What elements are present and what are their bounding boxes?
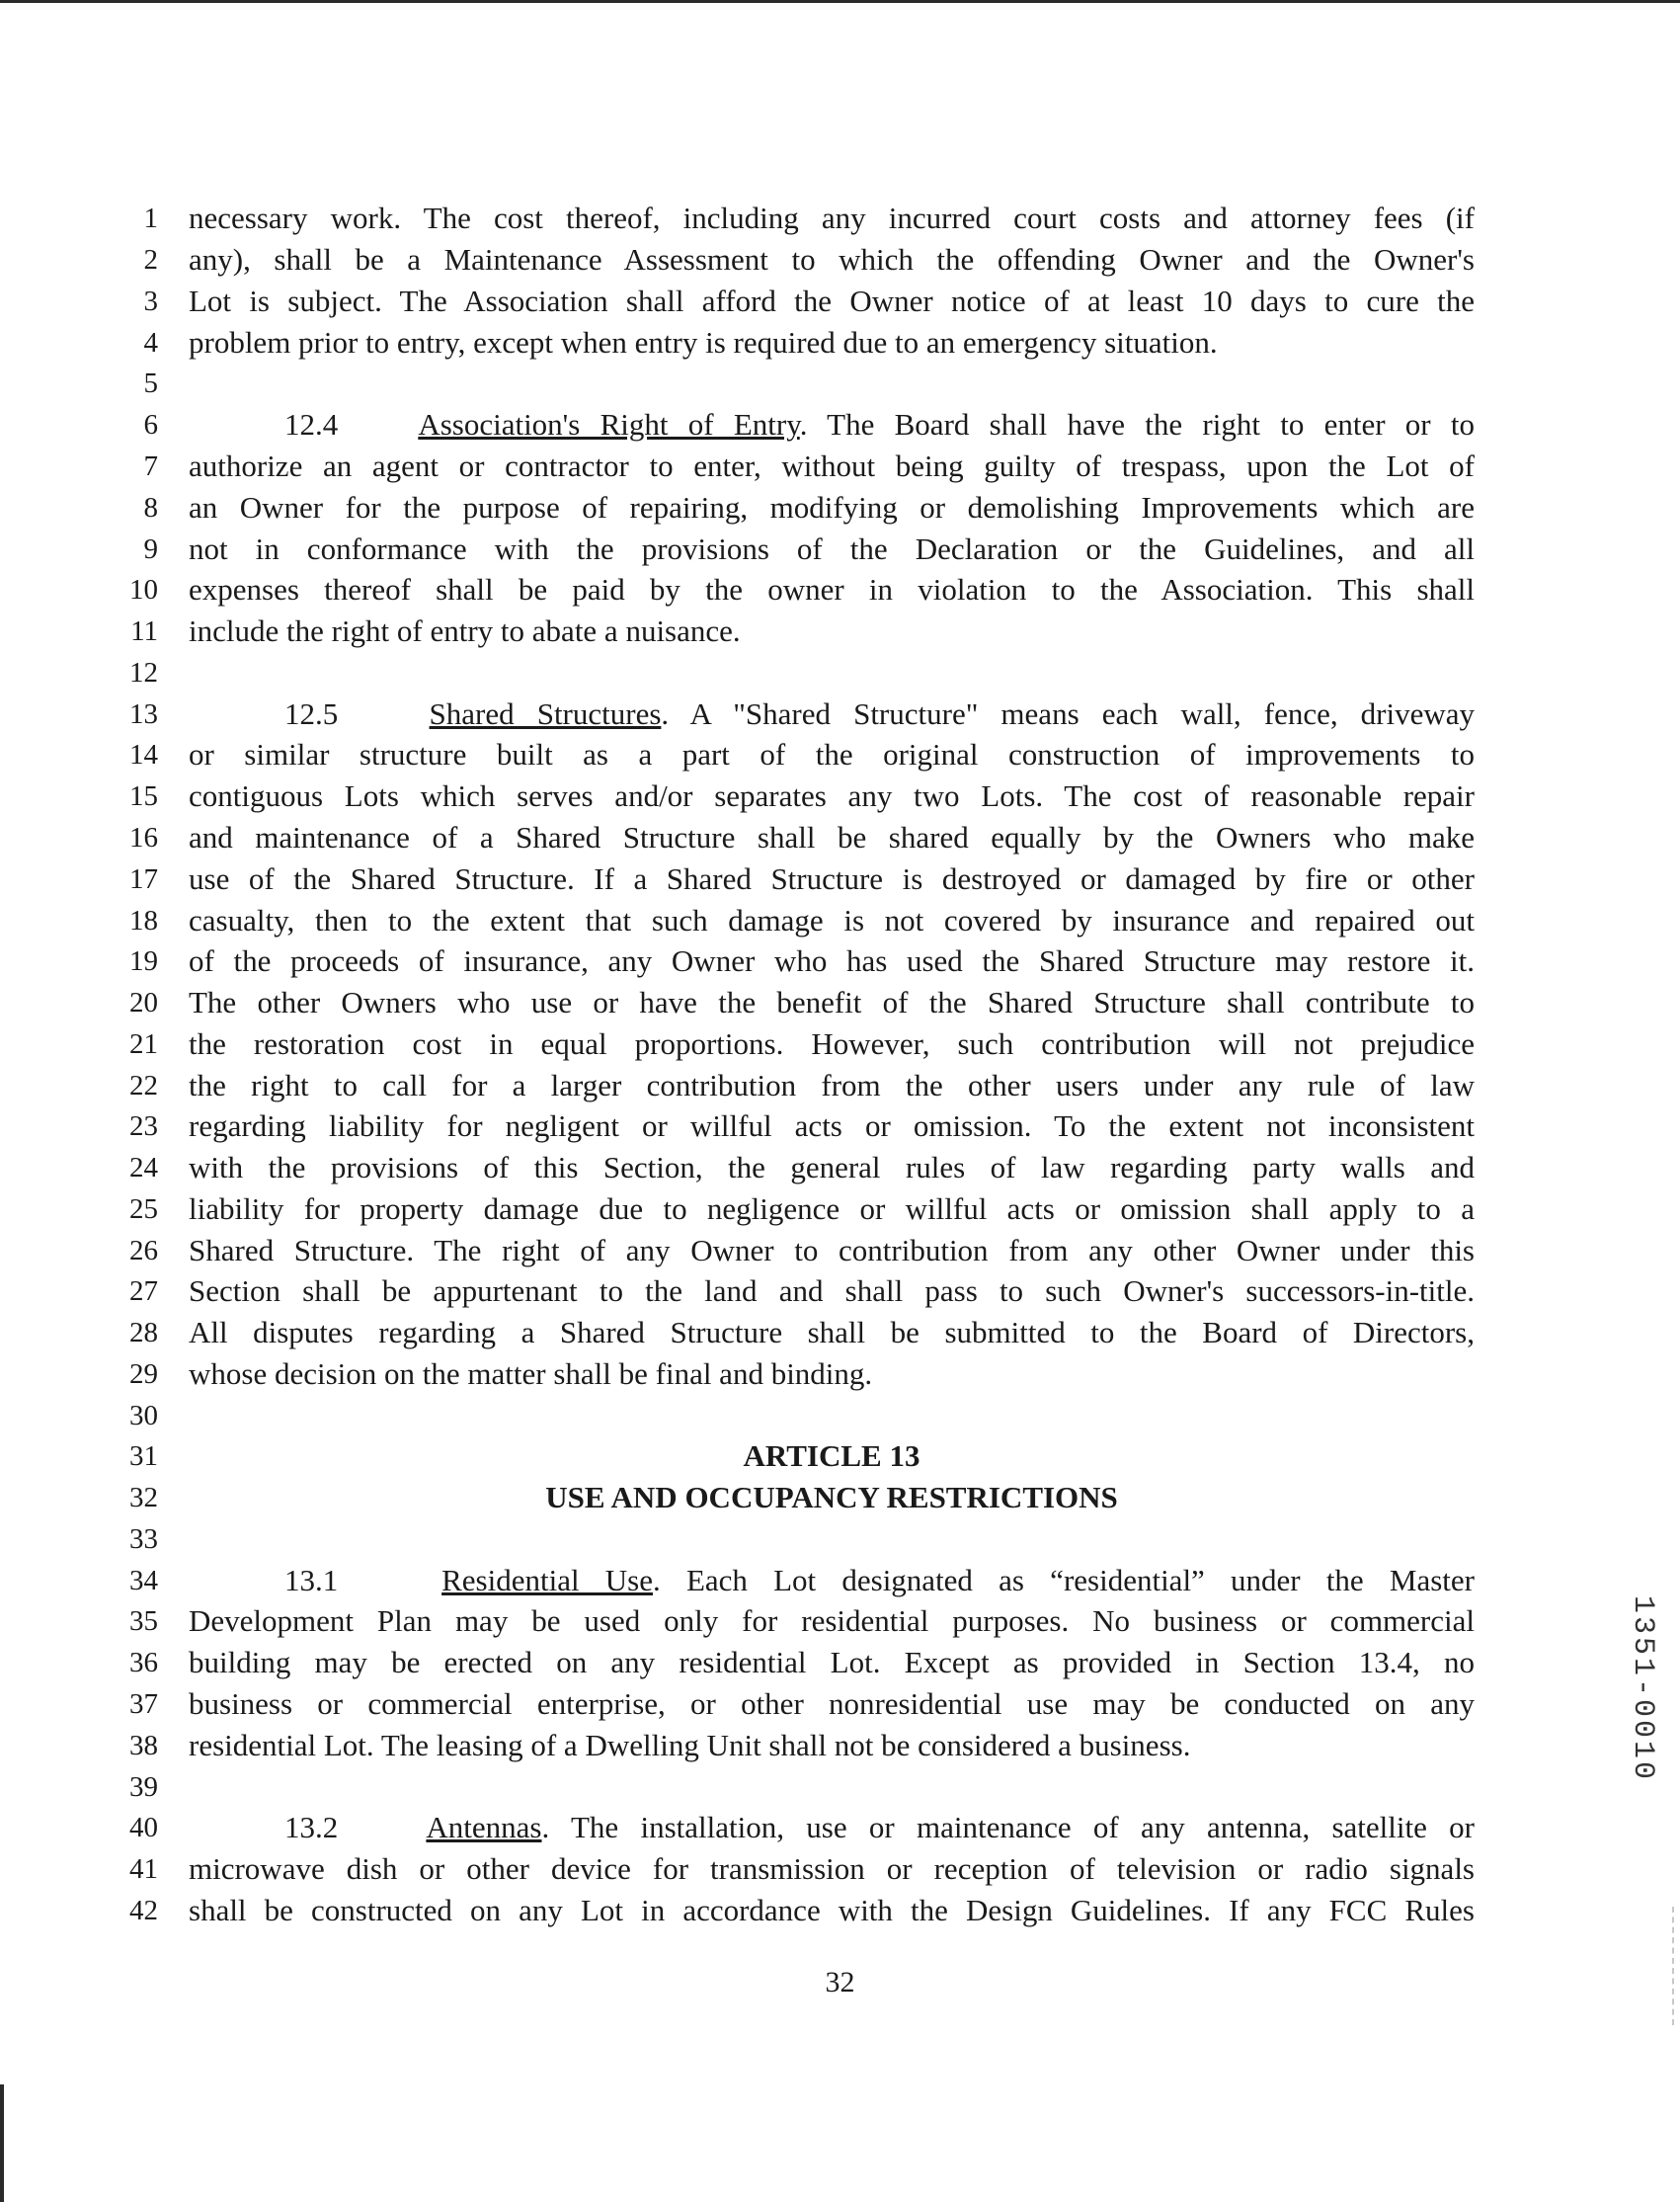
line-text: authorize an agent or contractor to enter, without being guilty of trespass, upon the Lot of bbox=[189, 449, 1475, 483]
line-text bbox=[284, 1560, 1475, 1601]
line-number: 18 bbox=[129, 905, 158, 937]
line-number: 23 bbox=[129, 1110, 158, 1142]
text-line bbox=[0, 1147, 1680, 1188]
line-text: the restoration cost in equal proportions. However, such contribution will not prejudice bbox=[189, 1026, 1475, 1061]
article-title: USE AND OCCUPANCY RESTRICTIONS bbox=[545, 1480, 1118, 1514]
line-text: any), shall be a Maintenance Assessment to which the offending Owner and the Owner's bbox=[189, 242, 1475, 277]
line-number: 16 bbox=[129, 822, 158, 854]
line-text: casualty, then to the extent that such damage is not covered by insurance and repaired out bbox=[189, 903, 1475, 938]
line-text: or similar structure built as a part of the original construction of improvements to bbox=[189, 737, 1475, 772]
line-text: Lot is subject. The Association shall afford the Owner notice of at least 10 days to cure the bbox=[189, 284, 1475, 318]
line-text: include the right of entry to abate a nuisance. bbox=[189, 613, 741, 648]
line-text bbox=[284, 1807, 1475, 1848]
text-line bbox=[0, 1600, 1680, 1642]
line-text: expenses thereof shall be paid by the owner in violation to the Association. This shall bbox=[189, 572, 1475, 607]
line-number: 34 bbox=[129, 1565, 158, 1596]
line-text: All disputes regarding a Shared Structure shall be submitted to the Board of Directors, bbox=[189, 1315, 1475, 1349]
line-number: 29 bbox=[129, 1358, 158, 1390]
line-text: business or commercial enterprise, or other nonresidential use may be conducted on any bbox=[189, 1686, 1475, 1721]
line-text: use of the Shared Structure. If a Shared Structure is destroyed or damaged by fire or other bbox=[189, 861, 1475, 896]
line-number: 31 bbox=[129, 1440, 158, 1472]
line-text: and maintenance of a Shared Structure shall be shared equally by the Owners who make bbox=[189, 820, 1475, 855]
section-lead-text: . The installation, use or maintenance of any antenna, satellite or bbox=[541, 1810, 1475, 1844]
line-text: The other Owners who use or have the benefit of the Shared Structure shall contribute to bbox=[189, 985, 1475, 1019]
section-heading: Shared Structures bbox=[429, 696, 662, 731]
text-line bbox=[0, 982, 1680, 1023]
top-rule bbox=[0, 0, 1680, 3]
line-number: 15 bbox=[129, 780, 158, 812]
line-number: 26 bbox=[129, 1235, 158, 1266]
text-line bbox=[0, 1105, 1680, 1147]
line-number: 14 bbox=[129, 739, 158, 771]
text-line bbox=[0, 446, 1680, 487]
line-number: 2 bbox=[143, 244, 158, 276]
line-number: 12 bbox=[129, 657, 158, 689]
text-line bbox=[0, 1353, 1680, 1395]
line-text: shall be constructed on any Lot in accordance with the Design Guidelines. If any FCC Rules bbox=[189, 1893, 1475, 1927]
line-text: the right to call for a larger contribution from the other users under any rule of law bbox=[189, 1068, 1475, 1102]
section-heading: Residential Use bbox=[441, 1563, 653, 1597]
line-number: 42 bbox=[129, 1895, 158, 1926]
section-number: 13.2 bbox=[284, 1810, 339, 1844]
text-line bbox=[0, 858, 1680, 900]
section-number: 12.5 bbox=[284, 696, 339, 731]
text-line bbox=[0, 239, 1680, 281]
line-text: Development Plan may be used only for residential purposes. No business or commercial bbox=[189, 1603, 1475, 1638]
text-line bbox=[0, 1848, 1680, 1890]
line-number: 24 bbox=[129, 1152, 158, 1183]
line-number: 4 bbox=[143, 327, 158, 359]
line-number: 41 bbox=[129, 1853, 158, 1885]
text-line bbox=[0, 1642, 1680, 1683]
line-number: 37 bbox=[129, 1688, 158, 1720]
line-text: regarding liability for negligent or willful acts or omission. To the extent not inconsistent bbox=[189, 1108, 1475, 1143]
line-text: residential Lot. The leasing of a Dwelling Unit shall not be considered a business. bbox=[189, 1728, 1191, 1762]
text-line bbox=[0, 529, 1680, 570]
text-line bbox=[0, 940, 1680, 982]
line-number: 35 bbox=[129, 1605, 158, 1637]
line-number: 3 bbox=[143, 285, 158, 317]
line-number: 5 bbox=[143, 367, 158, 399]
line-text bbox=[284, 404, 1475, 446]
section-heading: Antennas bbox=[426, 1810, 542, 1844]
text-line bbox=[0, 611, 1680, 652]
section-13-2-heading-line bbox=[0, 1807, 1680, 1848]
line-number: 28 bbox=[129, 1317, 158, 1348]
text-line bbox=[0, 1890, 1680, 1931]
line-text bbox=[284, 693, 1475, 735]
line-text: necessary work. The cost thereof, including any incurred court costs and attorney fees (if bbox=[189, 201, 1475, 235]
section-13-1-heading-line bbox=[0, 1560, 1680, 1601]
section-heading: Association's Right of Entry bbox=[418, 407, 800, 442]
text-line bbox=[0, 817, 1680, 858]
line-number: 32 bbox=[129, 1482, 158, 1513]
text-line bbox=[0, 281, 1680, 322]
text-line bbox=[0, 1023, 1680, 1065]
text-line bbox=[0, 1766, 1680, 1808]
line-number: 20 bbox=[129, 987, 158, 1019]
text-line bbox=[0, 1725, 1680, 1766]
text-line bbox=[0, 1270, 1680, 1312]
scan-margin-mark bbox=[0, 2084, 4, 2202]
text-line bbox=[0, 1395, 1680, 1436]
text-line bbox=[0, 1188, 1680, 1230]
line-number: 8 bbox=[143, 492, 158, 524]
line-text: Shared Structure. The right of any Owner to contribution from any other Owner under this bbox=[189, 1233, 1475, 1267]
line-number: 11 bbox=[130, 615, 158, 647]
line-text: with the provisions of this Section, the general rules of law regarding party walls and bbox=[189, 1150, 1475, 1184]
text-line bbox=[0, 1683, 1680, 1725]
line-text: liability for property damage due to negligence or willful acts or omission shall apply to a bbox=[189, 1191, 1475, 1226]
line-number: 9 bbox=[143, 533, 158, 565]
line-text: microwave dish or other device for transmission or reception of television or radio signals bbox=[189, 1851, 1475, 1886]
text-line bbox=[0, 487, 1680, 529]
line-number: 39 bbox=[129, 1771, 158, 1803]
text-line bbox=[0, 1230, 1680, 1271]
line-text: problem prior to entry, except when entry is required due to an emergency situation. bbox=[189, 325, 1218, 360]
section-lead-text: . A "Shared Structure" means each wall, fence, driveway bbox=[661, 696, 1476, 731]
line-text: contiguous Lots which serves and/or separates any two Lots. The cost of reasonable repair bbox=[189, 778, 1475, 813]
text-line bbox=[0, 1518, 1680, 1560]
text-line bbox=[0, 363, 1680, 404]
line-number: 30 bbox=[129, 1400, 158, 1431]
line-text: of the proceeds of insurance, any Owner who has used the Shared Structure may restore it. bbox=[189, 943, 1475, 978]
text-line bbox=[0, 1312, 1680, 1353]
page-number: 32 bbox=[825, 1966, 855, 1998]
section-number: 13.1 bbox=[284, 1563, 339, 1597]
line-text: whose decision on the matter shall be final and binding. bbox=[189, 1356, 873, 1391]
section-12-5-heading-line bbox=[0, 693, 1680, 735]
text-line bbox=[0, 900, 1680, 941]
line-number: 17 bbox=[129, 863, 158, 895]
line-text: Section shall be appurtenant to the land and shall pass to such Owner's successors-in-title. bbox=[189, 1273, 1475, 1308]
section-lead-text: . The Board shall have the right to enter or to bbox=[799, 407, 1476, 442]
text-line bbox=[0, 198, 1680, 239]
line-number: 36 bbox=[129, 1647, 158, 1678]
line-number: 38 bbox=[129, 1730, 158, 1761]
line-number: 21 bbox=[129, 1028, 158, 1060]
line-number: 19 bbox=[129, 945, 158, 977]
article-title-line bbox=[0, 1435, 1680, 1477]
line-number: 25 bbox=[129, 1193, 158, 1225]
section-number: 12.4 bbox=[284, 407, 339, 442]
line-number: 10 bbox=[129, 574, 158, 606]
line-number: 27 bbox=[129, 1275, 158, 1307]
line-number: 22 bbox=[129, 1070, 158, 1101]
line-number: 40 bbox=[129, 1812, 158, 1843]
line-number: 13 bbox=[129, 698, 158, 730]
line-number: 1 bbox=[143, 203, 158, 234]
scan-edge-mark bbox=[1672, 1907, 1676, 2025]
line-number: 6 bbox=[143, 409, 158, 441]
text-line bbox=[0, 734, 1680, 775]
section-12-4-heading-line bbox=[0, 404, 1680, 446]
line-number: 7 bbox=[143, 450, 158, 482]
article-title-line bbox=[0, 1477, 1680, 1518]
line-number: 33 bbox=[129, 1523, 158, 1555]
section-lead-text: . Each Lot designated as “residential” under the Master bbox=[652, 1563, 1475, 1597]
text-line bbox=[0, 322, 1680, 364]
text-line bbox=[0, 1065, 1680, 1106]
line-text: not in conformance with the provisions of the Declaration or the Guidelines, and all bbox=[189, 531, 1475, 566]
line-text: an Owner for the purpose of repairing, modifying or demolishing Improvements which are bbox=[189, 490, 1475, 525]
article-number: ARTICLE 13 bbox=[743, 1438, 920, 1473]
text-line bbox=[0, 775, 1680, 817]
line-text: building may be erected on any residential Lot. Except as provided in Section 13.4, no bbox=[189, 1645, 1475, 1679]
text-line bbox=[0, 569, 1680, 611]
text-line bbox=[0, 652, 1680, 693]
side-stamp: 1351-0010 bbox=[1626, 1595, 1659, 1783]
